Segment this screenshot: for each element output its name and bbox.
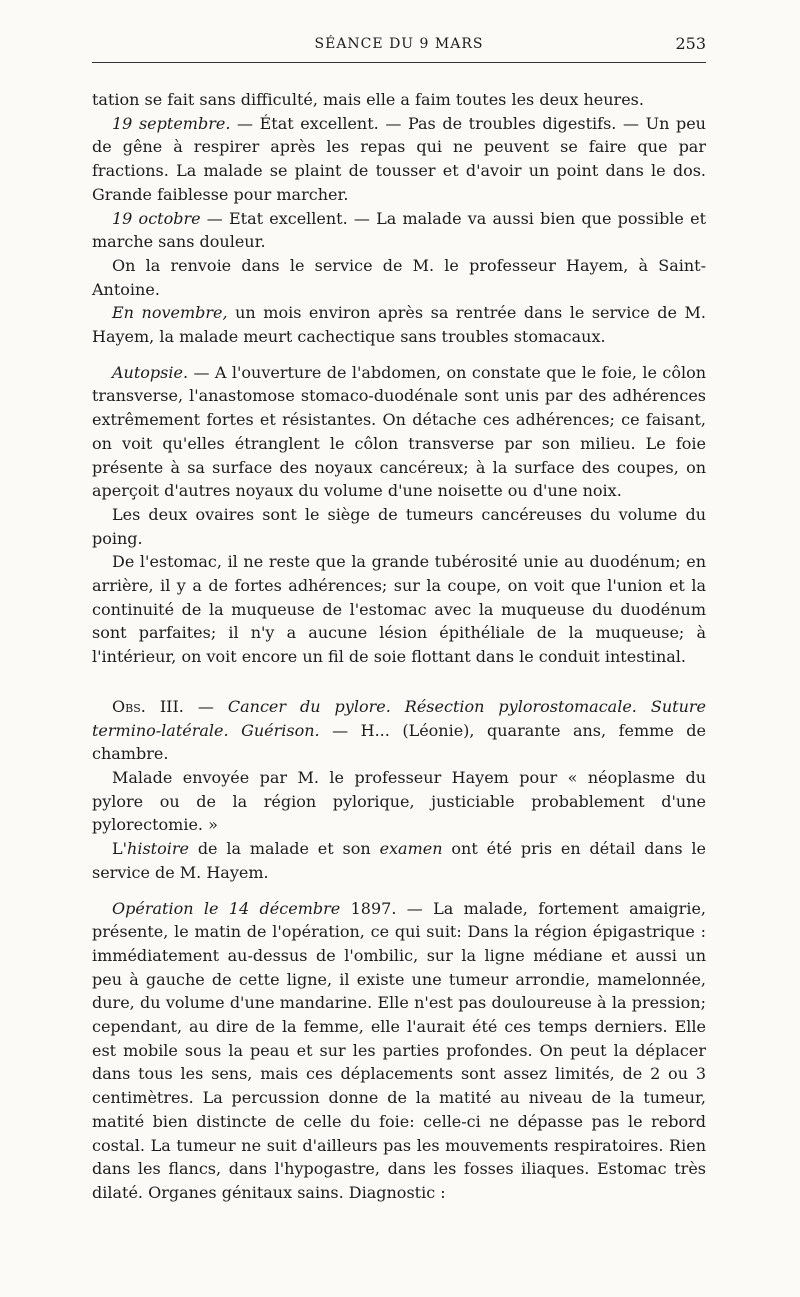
paragraph-11: L'histoire de la malade et son examen ont été pris en détail dans le service de M. Hayem.	[92, 839, 707, 882]
body-text	[92, 88, 706, 1205]
paragraph-5: En novembre, un mois environ après sa rentrée dans le service de M. Hayem, la malade meurt cachectique sans troubles stomacaux.	[92, 303, 706, 347]
paragraph-3: 19 octobre — Etat excellent. — La malade va aussi bien que possible et marche sans douleur.	[92, 208, 706, 252]
date-label: En novembre,	[112, 303, 228, 323]
paragraph-autopsie: Autopsie. — A l'ouverture de l'abdomen, on constate que le foie, le côlon transverse, l'anastomose stomaco-duodénale sont unis par des adhérences extrêmement fortes et résistantes. On détache ces adhérences; ce faisant, on voit qu'elles étranglent le côlon transverse par son milieu. Le foie présente à sa surface des noyaux cancéreux; à la surface des coupes, on aperçoit d'autres noyaux du volume d'une noisette ou d'une noix.	[92, 362, 706, 501]
section-label: Opération le 14 décembre	[112, 898, 341, 918]
running-header	[92, 34, 706, 63]
paragraph-8: De l'estomac, il ne reste que la grande tubérosité unie au duodénum; en arrière, il y a de fortes adhérences; sur la coupe, on voit que l'union et la continuité de la muqueuse de l'estomac avec la muqueuse du duodénum sont parfaites; il n'y a aucune lésion épithéliale de la muqueuse; à l'intérieur, on voit encore un fil de soie flottant dans le conduit intestinal.	[92, 552, 706, 667]
paragraph-operation: Opération le 14 décembre 1897. — La malade, fortement amaigrie, présente, le matin de l'opération, ce qui suit: Dans la région épigastrique : immédiatement au-dessus de l'ombilic, sur la ligne médiane et aussi un peu à gauche de cette ligne, il existe une tumeur arrondie, mamelonnée, dure, du volume d'une mandarine. Elle n'est pas douloureuse à la pression; cependant, au dire de la femme, elle l'aurait été ces temps derniers. Elle est mobile sous la peau et sur les parties profondes. On peut la déplacer dans tous les sens, mais ces déplacements sont assez limités, de 2 ou 3 centimètres. La percussion donne de la matité au niveau de la tumeur, matité bien distincte de celle du foie: celle-ci ne dépasse pas le rebord costal. La tumeur ne suit d'ailleurs pas les mouvements respiratoires. Rien dans les flancs, dans l'hypogastre, dans les fosses iliaques. Estomac très dilaté. Organes génitaux sains. Diagnostic :	[92, 898, 706, 1202]
paragraph-2: 19 septembre. — État excellent. — Pas de troubles digestifs. — Un peu de gêne à respirer après les repas qui ne peuvent se faire que par fractions. La malade se plaint de tousser et d'avoir un point dans le dos. Grande faiblesse pour marcher.	[92, 113, 706, 204]
page-number: 253	[675, 34, 706, 53]
paragraph-7: Les deux ovaires sont le siège de tumeurs cancéreuses du volume du poing.	[92, 504, 706, 548]
date-label: 19 octobre	[112, 208, 201, 228]
paragraph-4: On la renvoie dans le service de M. le professeur Hayem, à Saint-Antoine.	[92, 255, 706, 299]
observation-title: Cancer du pylore. Résection pylorostomacale. Suture termino-latérale. Guérison.	[92, 696, 706, 740]
observation-number: Obs. III.	[112, 696, 184, 716]
paragraph-10: Malade envoyée par M. le professeur Hayem pour « néoplasme du pylore ou de la région pylorique, justiciable probablement d'une pylorectomie. »	[92, 767, 706, 835]
paragraph-1: tation se fait sans difficulté, mais elle a faim toutes les deux heures.	[92, 90, 644, 109]
date-label: 19 septembre.	[112, 113, 231, 133]
observation-heading: Obs. III. — Cancer du pylore. Résection pylorostomacale. Suture termino-latérale. Guérison. — H... (Léonie), quarante ans, femme de chambre.	[92, 696, 707, 764]
section-label: Autopsie.	[112, 362, 189, 382]
running-title: SÉANCE DU 9 MARS	[314, 36, 484, 52]
